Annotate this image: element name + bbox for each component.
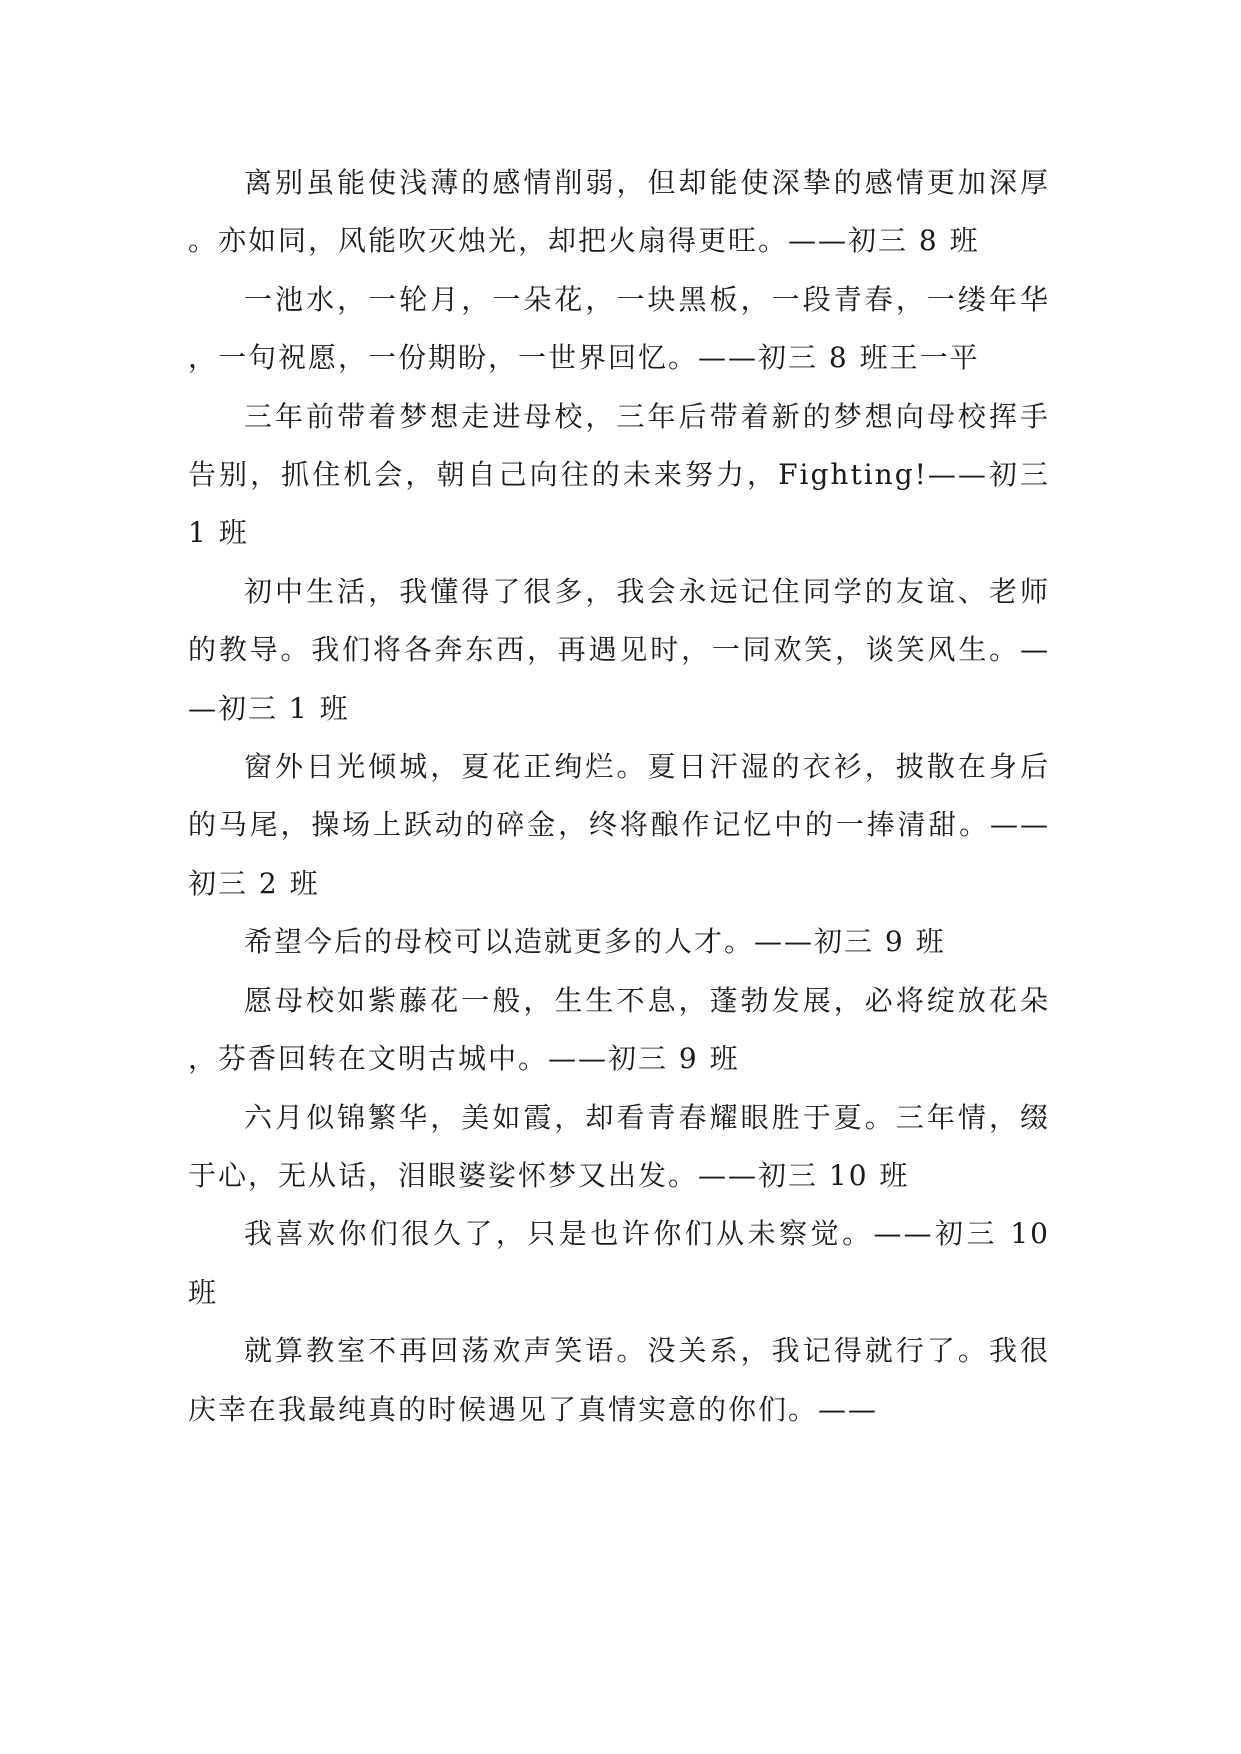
paragraph-10: 就算教室不再回荡欢声笑语。没关系，我记得就行了。我很庆幸在我最纯真的时候遇见了真情实意的你们。—— <box>188 1334 1050 1426</box>
paragraph-8: 六月似锦繁华，美如霞，却看青春耀眼胜于夏。三年情，缀于心，无从话，泪眼婆娑怀梦又出发。——初三 10 班 <box>188 1100 1050 1192</box>
paragraph-5: 窗外日光倾城，夏花正绚烂。夏日汗湿的衣衫，披散在身后的马尾，操场上跃动的碎金，终将酿作记忆中的一捧清甜。——初三 2 班 <box>188 750 1050 900</box>
paragraph-3: 三年前带着梦想走进母校，三年后带着新的梦想向母校挥手告别，抓住机会，朝自己向往的未来努力，Fighting!——初三 1 班 <box>188 399 1050 550</box>
paragraph-9: 我喜欢你们很久了，只是也许你们从未察觉。——初三 10 班 <box>188 1217 1050 1309</box>
paragraph-4: 初中生活，我懂得了很多，我会永远记住同学的友谊、老师的教导。我们将各奔东西，再遇见时，一同欢笑，谈笑风生。——初三 1 班 <box>188 574 1050 725</box>
paragraph-6: 希望今后的母校可以造就更多的人才。——初三 9 班 <box>244 925 946 959</box>
paragraph-7: 愿母校如紫藤花一般，生生不息，蓬勃发展，必将绽放花朵，芬香回转在文明古城中。——初三 9 班 <box>188 983 1050 1076</box>
document-body <box>188 154 1050 1439</box>
paragraph-2: 一池水，一轮月，一朵花，一块黑板，一段青春，一缕年华，一句祝愿，一份期盼，一世界回忆。——初三 8 班王一平 <box>188 282 1050 375</box>
paragraph-1: 离别虽能使浅薄的感情削弱，但却能使深挚的感情更加深厚。亦如同，风能吹灭烛光，却把火扇得更旺。——初三 8 班 <box>188 166 1050 258</box>
